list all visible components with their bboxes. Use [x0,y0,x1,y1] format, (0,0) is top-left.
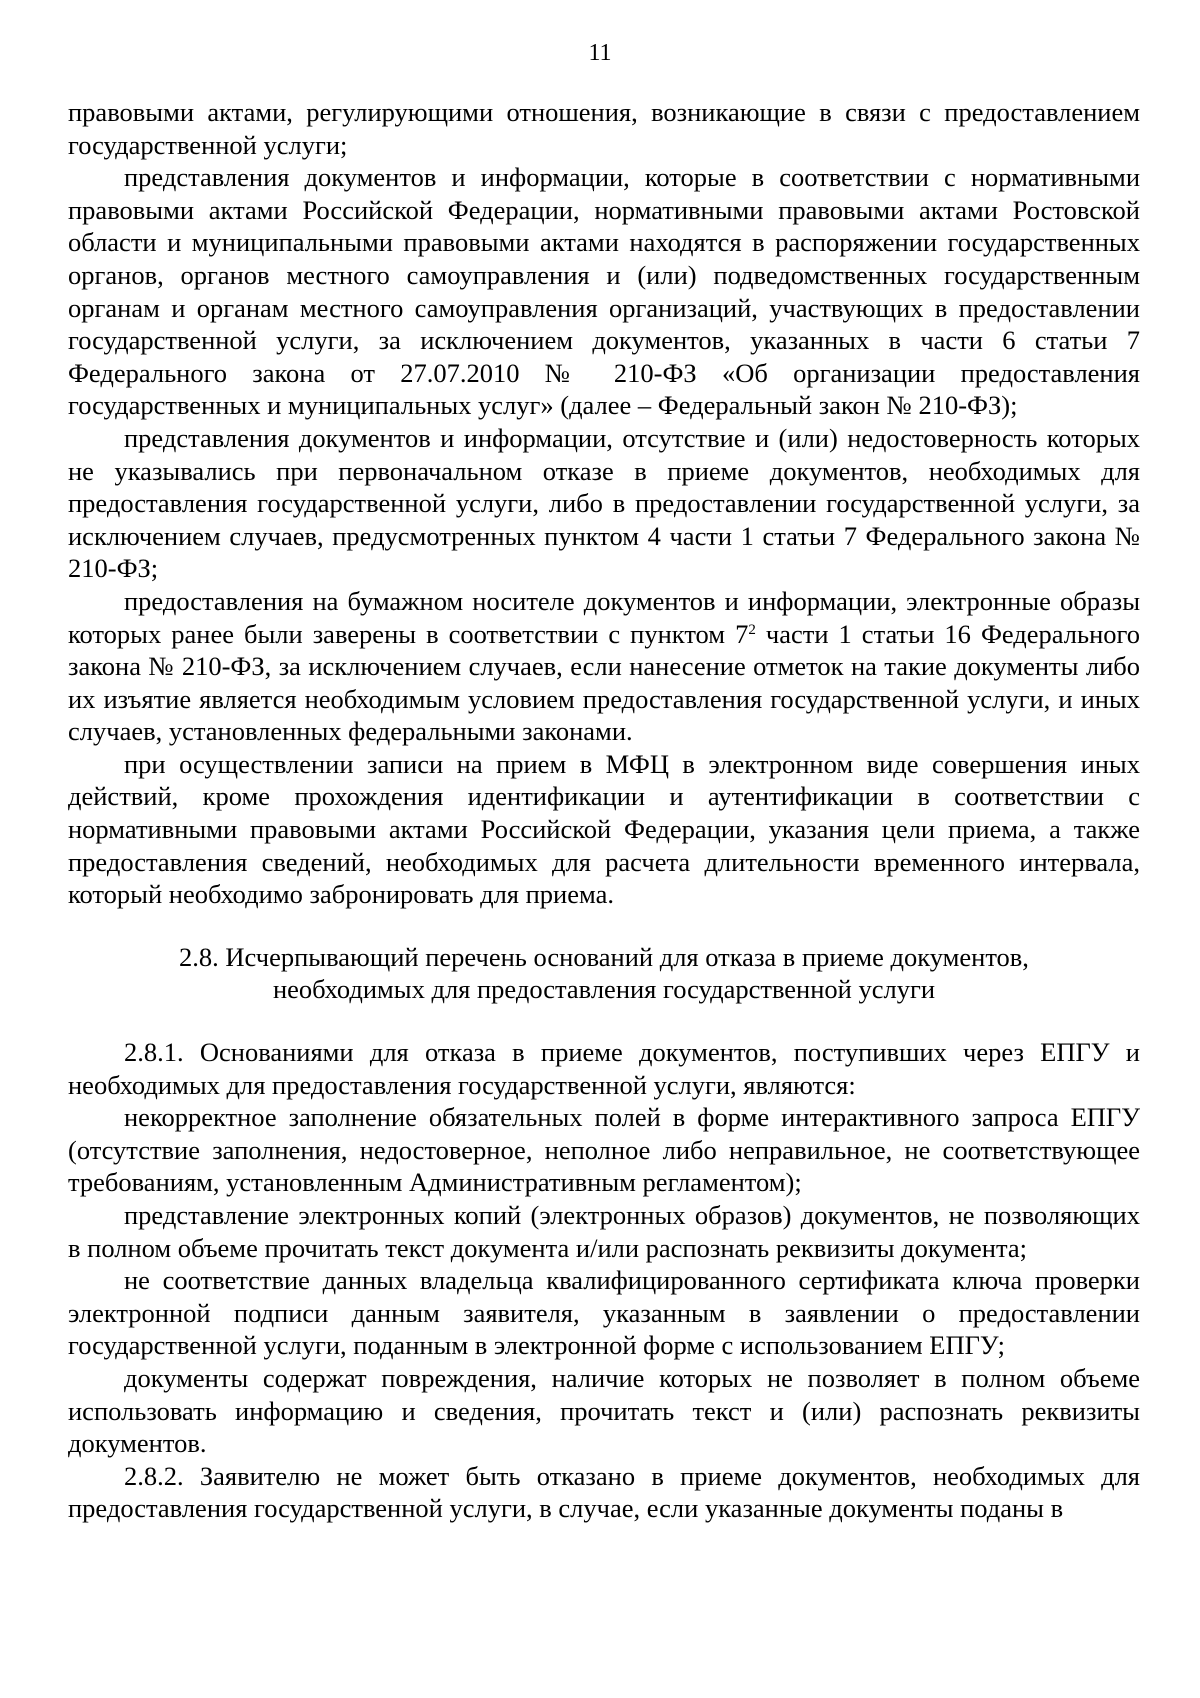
superscript-number: 2 [748,621,756,638]
paragraph-2-8-1: 2.8.1. Основаниями для отказа в приеме документов, поступивших через ЕПГУ и необходимых для предоставления государственной услуги, являются: [68,1037,1140,1100]
section-heading-line-2: необходимых для предоставления государственной услуги [272,974,936,1005]
paragraph-continuation: правовыми актами, регулирующими отношения, возникающие в связи с предоставлением государственной услуги; [68,97,1140,160]
paragraph-electronic-copies: представление электронных копий (электронных образов) документов, не позволяющих в полном объеме прочитать текст документа и/или распознать реквизиты документа; [68,1200,1140,1263]
paragraph-mfc-appointment: при осуществлении записи на прием в МФЦ в электронном виде совершения иных действий, кроме прохождения идентификации и аутентификации в соответствии с нормативными правовыми актами Российской Федерации, указания цели приема, а также предоставления сведений, необходимых для расчета длительности временного интервала, который необходимо забронировать для приема. [68,748,1140,910]
document-body [68,96,1140,1525]
section-heading-line-1: 2.8. Исчерпывающий перечень оснований для отказа в приеме документов, [179,941,1029,972]
paragraph-incorrect-fields: некорректное заполнение обязательных полей в форме интерактивного запроса ЕПГУ (отсутствие заполнения, недостоверное, неполное либо неправильное, не соответствующее требованиям, установленным Административным регламентом); [68,1102,1140,1198]
page-number: 11 [588,40,612,66]
paragraph-documents-in-possession: представления документов и информации, которые в соответствии с нормативными правовыми актами Российской Федерации, нормативными правовыми актами Ростовской области и муниципальными правовыми актами находятся в распоряжении государственных органов, органов местного самоуправления и (или) подведомственных государственным органам и органам местного самоуправления организаций, участвующих в предоставлении государственной услуги, за исключением документов, указанных в части 6 статьи 7 Федерального закона от 27.07.2010 № 210-ФЗ «Об организации предоставления государственных и муниципальных услуг» (далее – Федеральный закон № 210-ФЗ); [68,162,1140,421]
paragraph-damaged-documents: документы содержат повреждения, наличие которых не позволяет в полном объеме использовать информацию и сведения, прочитать текст и (или) распознать реквизиты документов. [68,1362,1140,1459]
paragraph-paper-documents [68,585,1140,748]
paragraph-paper-documents-start: предоставления на бумажном носителе документов и информации, электронные образы которых ранее были заверены в соответствии с пунктом 7 [68,585,1140,649]
paragraph-paper-documents-end: части 1 статьи 16 Федерального закона № 210-ФЗ, за исключением случаев, если нанесение отметок на такие документы либо их изъятие является необходимым условием предоставления государственной услуги, и иных случаев, установленных федеральными законами. [68,618,1140,747]
section-heading [68,941,1140,1006]
paragraph-2-8-2: 2.8.2. Заявителю не может быть отказано в приеме документов, необходимых для предоставления государственной услуги, в случае, если указанные документы поданы в [68,1460,1140,1524]
paragraph-certificate-mismatch: не соответствие данных владельца квалифицированного сертификата ключа проверки электронной подписи данным заявителя, указанным в заявлении о предоставлении государственной услуги, поданным в электронной форме с использованием ЕПГУ; [68,1265,1140,1361]
paragraph-initial-refusal: представления документов и информации, отсутствие и (или) недостоверность которых не указывались при первоначальном отказе в приеме документов, необходимых для предоставления государственной услуги, либо в предоставлении государственной услуги, за исключением случаев, предусмотренных пунктом 4 части 1 статьи 7 Федерального закона № 210-ФЗ; [68,422,1140,584]
